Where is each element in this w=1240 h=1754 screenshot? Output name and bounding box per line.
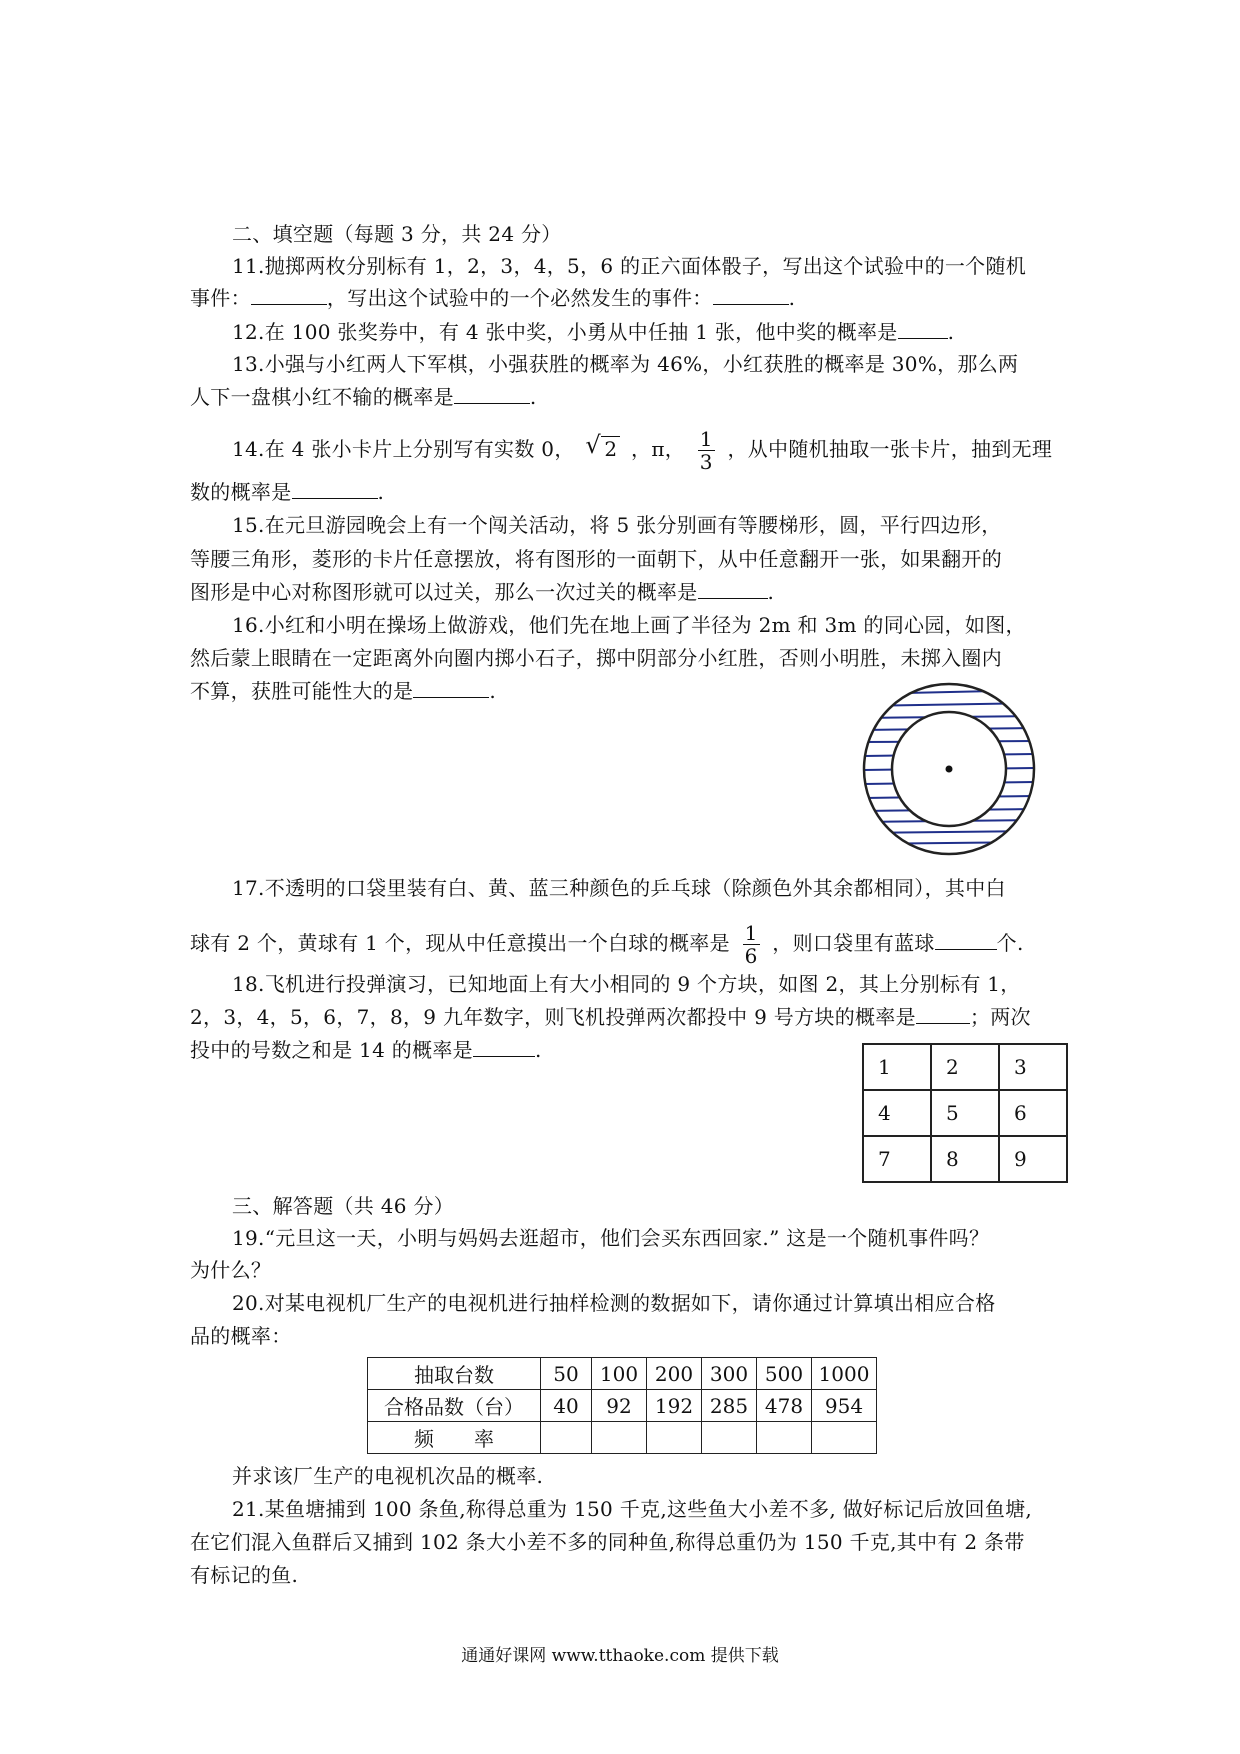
q14-text-1: 14.在 4 张小卡片上分别写有实数 0， <box>232 437 575 461</box>
q13-end: . <box>529 385 537 409</box>
table-row <box>368 1422 877 1454</box>
q17-fraction <box>743 922 760 967</box>
q13-line1: 13.小强与小红两人下军棋，小强获胜的概率为 46%，小红获胜的概率是 30%，那么两 <box>232 352 1019 376</box>
table-cell-empty[interactable] <box>812 1422 877 1454</box>
fraction-denominator: 3 <box>699 450 713 474</box>
q12-end: . <box>947 320 955 344</box>
q21-line2: 在它们混入鱼群后又捕到 102 条大小差不多的同种鱼,称得总重仍为 150 千克,其中有 2 条带 <box>190 1530 1025 1554</box>
q17-line1: 17.不透明的口袋里装有白、黄、蓝三种颜色的乒乓球（除颜色外其余都相同），其中白 <box>232 876 1006 900</box>
grid-cell: 4 <box>863 1090 931 1136</box>
table-header-cell: 合格品数（台） <box>368 1390 541 1422</box>
q20-line1: 20.对某电视机厂生产的电视机进行抽样检测的数据如下，请你通过计算填出相应合格 <box>232 1291 996 1315</box>
table-header-cell: 抽取台数 <box>368 1358 541 1390</box>
q18-text-b: ；两次 <box>969 1005 1031 1029</box>
q15-end: . <box>767 580 775 604</box>
table-cell: 192 <box>647 1390 702 1422</box>
fraction-denominator: 6 <box>744 944 758 968</box>
grid-row <box>863 1044 1067 1090</box>
q18-line2 <box>190 1005 1031 1029</box>
q16-end: . <box>489 679 496 703</box>
table-cell-empty[interactable] <box>702 1422 757 1454</box>
q16-blank[interactable] <box>413 679 489 698</box>
q21-line3: 有标记的鱼. <box>190 1563 299 1587</box>
grid-cell: 9 <box>999 1136 1067 1182</box>
table-cell: 954 <box>812 1390 877 1422</box>
q16-line3 <box>190 679 496 703</box>
q16-line1: 16.小红和小明在操场上做游戏，他们先在地上画了半径为 2m 和 3m 的同心园，如图， <box>232 613 1026 637</box>
table-row <box>368 1390 877 1422</box>
q14-end: . <box>377 480 385 504</box>
q18-line1: 18.飞机进行投弹演习，已知地面上有大小相同的 9 个方块，如图 2，其上分别标有 1， <box>232 972 1021 996</box>
grid-cell: 6 <box>999 1090 1067 1136</box>
grid-row <box>863 1136 1067 1182</box>
table-row <box>368 1358 877 1390</box>
q14-text-4: 数的概率是 <box>190 480 292 504</box>
section3-heading: 三、解答题（共 46 分） <box>232 1194 455 1218</box>
table-cell: 50 <box>541 1358 592 1390</box>
grid-cell: 3 <box>999 1044 1067 1090</box>
table-cell: 200 <box>647 1358 702 1390</box>
q18-blank-1[interactable] <box>916 1005 970 1024</box>
q20-line2: 品的概率： <box>190 1324 292 1348</box>
q14-text-2: ，π， <box>631 437 686 461</box>
table-cell: 40 <box>541 1390 592 1422</box>
q15-blank[interactable] <box>698 580 768 599</box>
table-cell: 285 <box>702 1390 757 1422</box>
table-cell-empty[interactable] <box>757 1422 812 1454</box>
footer-credit: 通通好课网 www.tthaoke.com 提供下载 <box>461 1646 779 1666</box>
q14-blank[interactable] <box>292 480 378 499</box>
q18-end: . <box>534 1038 542 1062</box>
q19-line2: 为什么？ <box>190 1258 272 1282</box>
q11-text-a: 事件： <box>190 286 251 310</box>
grid-cell: 5 <box>931 1090 999 1136</box>
q12-text: 12.在 100 张奖券中，有 4 张中奖，小勇从中任抽 1 张，他中奖的概率是 <box>232 320 898 344</box>
q16-text: 不算，获胜可能性大的是 <box>190 679 414 703</box>
q11-text-c: . <box>788 286 796 310</box>
q19-line1: 19.“元旦这一天，小明与妈妈去逛超市，他们会买东西回家.” 这是一个随机事件吗？ <box>232 1226 990 1250</box>
q20-after: 并求该厂生产的电视机次品的概率. <box>232 1464 544 1488</box>
q18-blank-2[interactable] <box>473 1038 535 1057</box>
q12-blank[interactable] <box>898 320 948 339</box>
table-cell: 100 <box>592 1358 647 1390</box>
grid-row <box>863 1090 1067 1136</box>
table-cell: 1000 <box>812 1358 877 1390</box>
q11-line2 <box>190 286 795 310</box>
q13-text: 人下一盘棋小红不输的概率是 <box>190 385 454 409</box>
q18-text-c: 投中的号数之和是 14 的概率是 <box>190 1038 473 1062</box>
radical-icon: √ <box>585 431 601 459</box>
grid-cell: 7 <box>863 1136 931 1182</box>
table-cell: 300 <box>702 1358 757 1390</box>
q14-line2 <box>190 480 384 504</box>
q11-text-b: ，写出这个试验中的一个必然发生的事件： <box>326 286 713 310</box>
q15-line3 <box>190 580 774 604</box>
q21-line1: 21.某鱼塘捕到 100 条鱼,称得总重为 150 千克,这些鱼大小差不多, 做好标记后放回鱼塘, <box>232 1497 1033 1521</box>
q17-line2 <box>190 922 1024 967</box>
sqrt-radicand: 2 <box>601 436 620 461</box>
q13-blank[interactable] <box>454 385 530 404</box>
section2-heading: 二、填空题（每题 3 分，共 24 分） <box>232 222 562 246</box>
q14-fraction <box>698 428 715 473</box>
table-cell-empty[interactable] <box>592 1422 647 1454</box>
q14-text-3: ，从中随机抽取一张卡片，抽到无理 <box>727 437 1053 461</box>
q18-line3 <box>190 1038 542 1062</box>
q11-blank-certain[interactable] <box>713 286 789 305</box>
q16-line2: 然后蒙上眼睛在一定距离外向圈内掷小石子，掷中阴部分小红胜，否则小明胜，未掷入圈内 <box>190 646 1002 670</box>
grid-cell: 1 <box>863 1044 931 1090</box>
center-dot <box>946 766 953 773</box>
q17-text-a: 球有 2 个，黄球有 1 个，现从中任意摸出一个白球的概率是 <box>190 931 730 955</box>
q18-text-a: 2，3，4，5，6，7，8，9 九年数字，则飞机投弹两次都投中 9 号方块的概率是 <box>190 1005 916 1029</box>
q17-text-b: ，则口袋里有蓝球 <box>772 931 935 955</box>
table-cell: 92 <box>592 1390 647 1422</box>
q12-line <box>232 320 954 344</box>
q15-line2: 等腰三角形，菱形的卡片任意摆放，将有图形的一面朝下，从中任意翻开一张，如果翻开的 <box>190 547 1002 571</box>
q15-text: 图形是中心对称图形就可以过关，那么一次过关的概率是 <box>190 580 698 604</box>
table-cell-empty[interactable] <box>541 1422 592 1454</box>
fraction-numerator: 1 <box>744 921 758 945</box>
q17-end: 个. <box>996 931 1024 955</box>
q14-line1 <box>232 428 1052 473</box>
q11-line1: 11.抛掷两枚分别标有 1，2，3，4，5，6 的正六面体骰子，写出这个试验中的一个随机 <box>232 254 1027 278</box>
q17-blank[interactable] <box>935 931 997 950</box>
grid-cell: 2 <box>931 1044 999 1090</box>
table-cell: 500 <box>757 1358 812 1390</box>
grid-cell: 8 <box>931 1136 999 1182</box>
sqrt-expression <box>585 431 620 461</box>
table-header-cell: 频 率 <box>368 1422 541 1454</box>
q13-line2 <box>190 385 537 409</box>
table-cell: 478 <box>757 1390 812 1422</box>
q11-blank-random[interactable] <box>251 286 327 305</box>
sampling-table <box>367 1357 877 1454</box>
number-grid <box>862 1043 1068 1183</box>
concentric-circles-figure <box>860 680 1038 858</box>
q15-line1: 15.在元旦游园晚会上有一个闯关活动，将 5 张分别画有等腰梯形，圆，平行四边形， <box>232 513 1002 537</box>
fraction-numerator: 1 <box>699 427 713 451</box>
table-cell-empty[interactable] <box>647 1422 702 1454</box>
